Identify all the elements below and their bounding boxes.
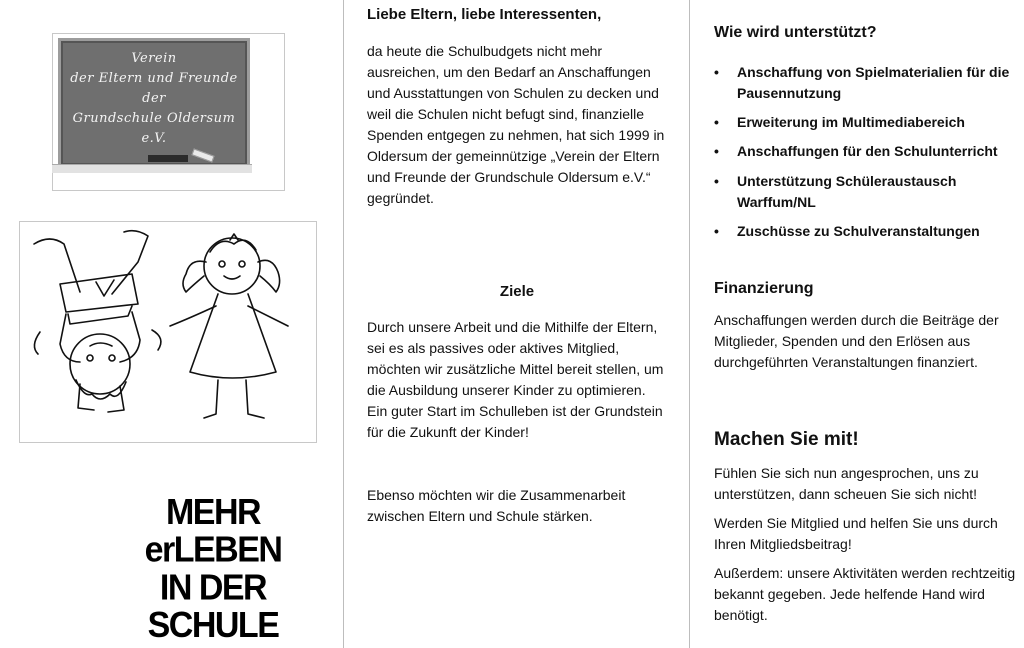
- board-line: der Eltern und Freunde: [70, 71, 238, 86]
- bullet-icon: •: [714, 114, 719, 130]
- bullet-icon: •: [714, 223, 719, 239]
- slogan-line: erLEBEN: [144, 530, 282, 571]
- column-divider-right: [689, 0, 690, 648]
- goals-paragraph: Durch unsere Arbeit und die Mithilfe der Eltern, sei es als passives oder aktives Mitglied, möchten wir zusätzliche Mittel bereit stellen, um die Ausbildung unserer Kinder zu optimieren. Ein guter Start im Schulleben ist der Grundstein für die Zukunft der Kinder!: [367, 319, 664, 440]
- slogan-line: MEHR: [165, 492, 261, 533]
- join-heading: Machen Sie mit!: [714, 429, 859, 450]
- column-divider-left: [343, 0, 344, 648]
- chalkboard-tray: [52, 164, 252, 173]
- goals-heading: Ziele: [499, 283, 535, 300]
- children-drawing-icon: [20, 222, 316, 442]
- join-paragraph-2: Werden Sie Mitglied und helfen Sie uns durch Ihren Mitgliedsbeitrag!: [714, 515, 998, 552]
- support-item-text: Anschaffung von Spielmaterialien für die Pausennutzung: [737, 64, 1010, 101]
- slogan-block: [118, 493, 308, 644]
- intro-paragraph: da heute die Schulbudgets nicht mehr ausreichen, um den Bedarf an Anschaffungen und Ausstattungen von Schulen zu decken und weil die Schulen nicht befugt sind, finanzielle Spenden entgegen zu nehmen, hat sich 1999 in Oldersum der gemeinnützige „Verein der Eltern und Freunde der Grundschule Oldersum e.V.“ gegründet.: [367, 43, 665, 206]
- bullet-icon: •: [714, 143, 719, 159]
- support-item-text: Unterstützung Schüleraustausch Warffum/NL: [737, 173, 957, 210]
- bullet-icon: •: [714, 173, 719, 189]
- board-line: der: [142, 91, 166, 106]
- slogan-line: IN DER: [159, 567, 267, 608]
- support-item-text: Erweiterung im Multimediabereich: [737, 114, 965, 130]
- finance-paragraph: Anschaffungen werden durch die Beiträge der Mitglieder, Spenden und den Erlösen aus durchgeführten Veranstaltungen finanziert.: [714, 312, 999, 370]
- children-illustration: [19, 221, 317, 443]
- slogan-line: SCHULE: [147, 605, 279, 646]
- bullet-icon: •: [714, 64, 719, 80]
- greeting-heading: Liebe Eltern, liebe Interessenten,: [367, 6, 602, 23]
- join-paragraph-1: Fühlen Sie sich nun angesprochen, uns zu unterstützen, dann scheuen Sie sich nicht!: [714, 465, 979, 502]
- board-line: Grundschule Oldersum: [72, 111, 236, 126]
- support-item-text: Anschaffungen für den Schulunterricht: [737, 143, 998, 159]
- chalkboard-logo: [58, 38, 250, 168]
- eraser-icon: [148, 155, 188, 162]
- board-line: Verein: [131, 51, 177, 66]
- support-item-text: Zuschüsse zu Schulveranstaltungen: [737, 223, 980, 239]
- join-paragraph-3: Außerdem: unsere Aktivitäten werden rechtzeitig bekannt gegeben. Jede helfende Hand wird benötigt.: [714, 565, 1016, 623]
- support-heading: Wie wird unterstützt?: [714, 24, 877, 41]
- cooperation-paragraph: Ebenso möchten wir die Zusammenarbeit zwischen Eltern und Schule stärken.: [367, 487, 626, 524]
- finance-heading: Finanzierung: [714, 280, 814, 297]
- board-line: e.V.: [141, 131, 167, 146]
